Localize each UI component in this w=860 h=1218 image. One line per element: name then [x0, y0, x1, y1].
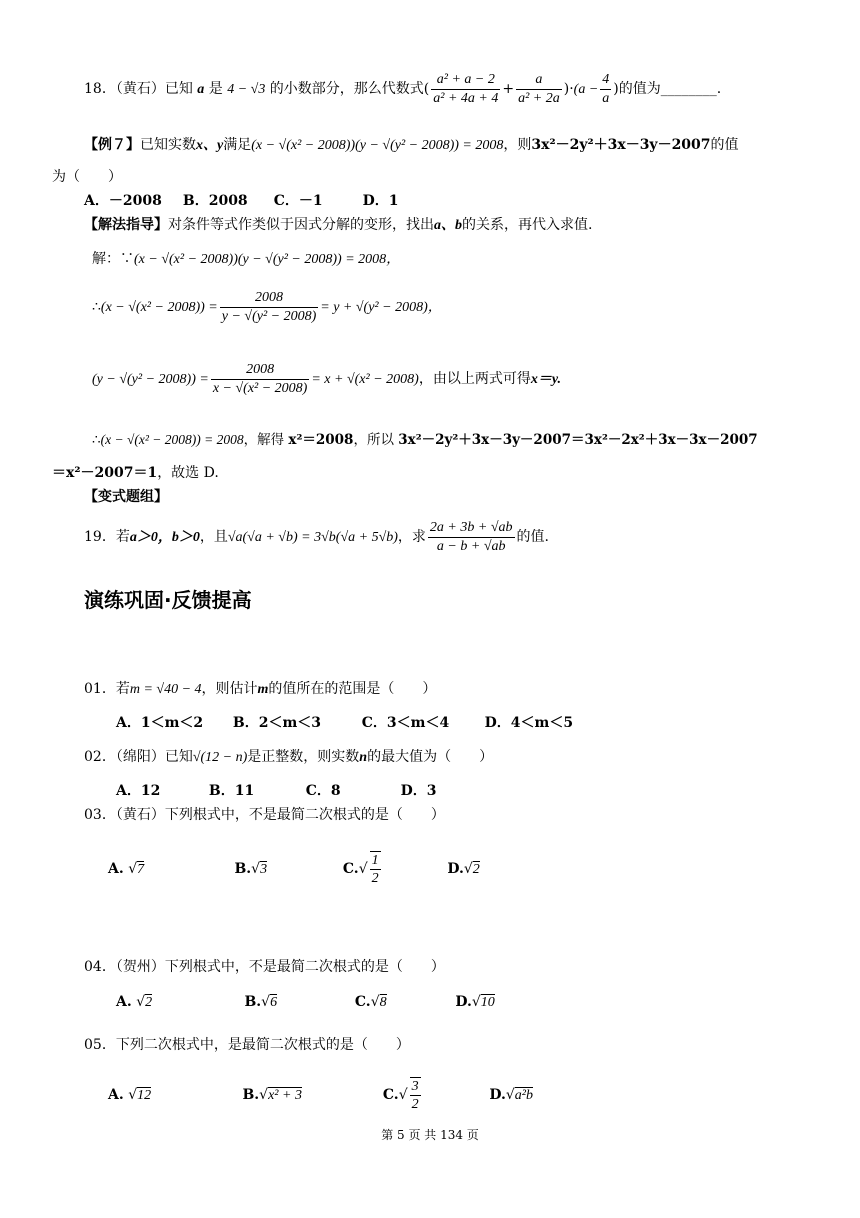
option-b: B.√6	[244, 994, 278, 1010]
question-05	[84, 1034, 410, 1054]
solution-line-3	[92, 356, 561, 403]
question-19	[84, 514, 549, 561]
solution-expr: (y − √(y² − 2008)) =	[92, 372, 209, 387]
ex7-text: 满足	[223, 137, 252, 153]
q01-expr: m = √40 − 4	[129, 682, 202, 697]
q19-fraction: $\frac{2a + 3b + √ab}{a - b + √ab}$	[429, 520, 513, 554]
q02-number: 02．	[84, 749, 116, 765]
solution-line-5	[52, 462, 219, 482]
ex7-target: 3x²－2y²＋3x－3y－2007	[531, 137, 711, 153]
solution-expr: = x + √(x² − 2008)	[311, 372, 419, 387]
section-title: 演练巩固·反馈提高	[84, 588, 252, 612]
option-c: C．3＜m＜4	[361, 715, 450, 731]
q01-text: ，则估计	[201, 681, 258, 697]
solution-result: ＝x²－2007＝1	[52, 465, 158, 481]
solution-line-4	[92, 428, 758, 448]
example-7-line2: 为（ ）	[52, 169, 122, 185]
option-b: B．11	[208, 783, 255, 799]
option-a: A．12	[116, 783, 161, 799]
question-03	[84, 804, 445, 824]
variant-label: 【变式题组】	[84, 489, 168, 505]
q02-var: n	[359, 750, 368, 765]
q18-fraction-1: $\frac{\text{a² + a − 2}}{\text{a² + 4a + 4}}$	[433, 72, 499, 106]
page-footer: 第 5 页 共 134 页	[381, 1128, 479, 1142]
solution-line-2	[92, 284, 442, 331]
option-a: A．－2008	[84, 193, 162, 209]
option-b: B．2＜m＜3	[232, 715, 322, 731]
q19-condition: a＞0，b＞0	[129, 530, 200, 545]
q19-expr: √a(√a + √b) = 3√b(√a + 5√b)	[227, 530, 398, 545]
solution-result: 3x²－2y²＋3x－3y－2007＝3x²－2x²＋3x－3x－2007	[398, 432, 758, 448]
hint-text: 的关系，再代入求值.	[462, 217, 593, 233]
q01-number: 01．	[84, 681, 116, 697]
question-01	[84, 678, 436, 698]
solution-expr: = y + √(y² − 2008)，	[320, 300, 442, 315]
ex7-text: 的值	[710, 137, 739, 153]
q19-text: 若	[115, 529, 130, 545]
q02-expr: √(12 − n)	[192, 750, 248, 765]
option-a: A. √7	[108, 861, 145, 877]
q18-text: 的值为________.	[618, 81, 722, 97]
hint-vars: a、b	[434, 218, 462, 233]
q02-options	[116, 780, 437, 800]
solution-text: ，解得	[243, 432, 285, 448]
solution-result: x²＝2008	[288, 432, 354, 448]
ex7-text: 已知实数	[140, 137, 196, 153]
option-b: B．2008	[182, 193, 248, 209]
q04-options	[116, 994, 495, 1011]
option-d: D.√10	[455, 994, 495, 1010]
option-d: D.√2	[447, 861, 480, 877]
option-a: A. √12	[108, 1087, 152, 1103]
q18-fraction-3: $\frac{4}{a}$	[602, 72, 610, 106]
hint-label: 【解法指导】	[84, 217, 168, 233]
option-c: C.√ $\frac{1}{2}$	[342, 852, 379, 886]
q03-number: 03．	[84, 807, 116, 823]
q01-options	[116, 712, 573, 732]
solution-text: ，由以上两式可得	[418, 371, 531, 387]
q19-text: 的值.	[516, 529, 549, 545]
q19-number: 19．	[84, 529, 116, 545]
q18-source: （黄石）	[115, 81, 165, 97]
q18-expr: 4 − √3	[227, 82, 266, 97]
option-c: C．8	[305, 783, 341, 799]
ex7-text: ，则	[503, 137, 532, 153]
q05-number: 05．	[84, 1037, 116, 1053]
option-a: A．1＜m＜2	[116, 715, 204, 731]
ex7-condition: (x − √(x² − 2008))(y − √(y² − 2008)) = 2008	[251, 138, 504, 153]
hint-text: 对条件等式作类似于因式分解的变形，找出	[168, 217, 434, 233]
solution-expr: (x − √(x² − 2008)) =	[100, 300, 218, 315]
option-d: D.√a²b	[489, 1087, 533, 1103]
example-7	[84, 132, 739, 159]
option-d: D．1	[362, 193, 399, 209]
example-7-label: 【例７】	[84, 137, 140, 153]
option-b: B.√3	[234, 861, 268, 877]
q02-text: 是正整数，则实数	[247, 749, 360, 765]
q18-text: 的小数部分，那么代数式	[269, 81, 424, 97]
example-7-options	[84, 190, 399, 210]
solution-text: ，所以	[353, 432, 394, 448]
q04-source: （贺州）	[115, 959, 165, 975]
q18-fraction-2: $\frac{a}{\text{a² + 2a}}$	[518, 72, 560, 106]
q18-expr: (a −	[573, 82, 599, 97]
solution-prefix: ∴	[92, 299, 101, 315]
solution-result: x＝y.	[530, 372, 562, 387]
q01-var: m	[257, 682, 269, 697]
option-a: A. √2	[116, 994, 153, 1010]
ex7-vars: x、y	[196, 138, 224, 153]
q02-text: 已知	[164, 749, 193, 765]
solution-expr: (x − √(x² − 2008))(y − √(y² − 2008)) = 2008，	[134, 252, 401, 267]
option-c: C.√8	[354, 994, 387, 1010]
q03-text: 下列根式中，不是最简二次根式的是（ ）	[164, 807, 445, 823]
solution-fraction: $\frac{2008}{\text{y − √(y² − 2008)}}$	[221, 290, 317, 324]
option-c: C.√ $\frac{3}{2}$	[382, 1078, 419, 1112]
q19-text: ，且	[199, 529, 228, 545]
q18-number: 18．	[84, 81, 116, 97]
q04-text: 下列根式中，不是最简二次根式的是（ ）	[164, 959, 445, 975]
solution-expr: (x − √(x² − 2008)) = 2008	[100, 432, 244, 447]
question-18: 18．（黄石）已知 a 是 4 − √3 的小数部分，那么代数式( $\frac{\text{a² + a − 2}}{\text{a² + 4a + 4}}$ + $\frac{a}{\text{a² + 2a}}$ )·(a − $\frac{4}{a}$ )的值为________.	[84, 72, 722, 106]
option-d: D．4＜m＜5	[484, 715, 574, 731]
q19-text: ，求	[397, 529, 426, 545]
q05-text: 下列二次根式中，是最简二次根式的是（ ）	[115, 1037, 410, 1053]
q02-source: （绵阳）	[115, 749, 165, 765]
solution-hint	[84, 214, 592, 234]
q18-var: a	[197, 82, 205, 97]
option-b: B.√x² + 3	[242, 1087, 302, 1103]
solution-prefix: ∴	[92, 432, 101, 448]
option-d: D．3	[400, 783, 437, 799]
q03-source: （黄石）	[115, 807, 165, 823]
q03-options	[108, 846, 480, 893]
solution-line-1	[92, 248, 400, 268]
q18-text: 是	[208, 81, 223, 97]
q04-number: 04．	[84, 959, 116, 975]
q01-text: 的值所在的范围是（ ）	[268, 681, 437, 697]
q05-options	[108, 1072, 533, 1119]
solution-prefix: 解：∵	[92, 251, 134, 267]
question-02	[84, 746, 493, 766]
solution-text: ，故选 D.	[157, 465, 219, 481]
solution-fraction: $\frac{2008}{\text{x − √(x² − 2008)}}$	[212, 362, 308, 396]
q18-text: 已知	[164, 81, 193, 97]
q01-text: 若	[115, 681, 130, 697]
option-c: C．－1	[273, 193, 323, 209]
question-04	[84, 956, 445, 976]
q02-text: 的最大值为（ ）	[367, 749, 494, 765]
